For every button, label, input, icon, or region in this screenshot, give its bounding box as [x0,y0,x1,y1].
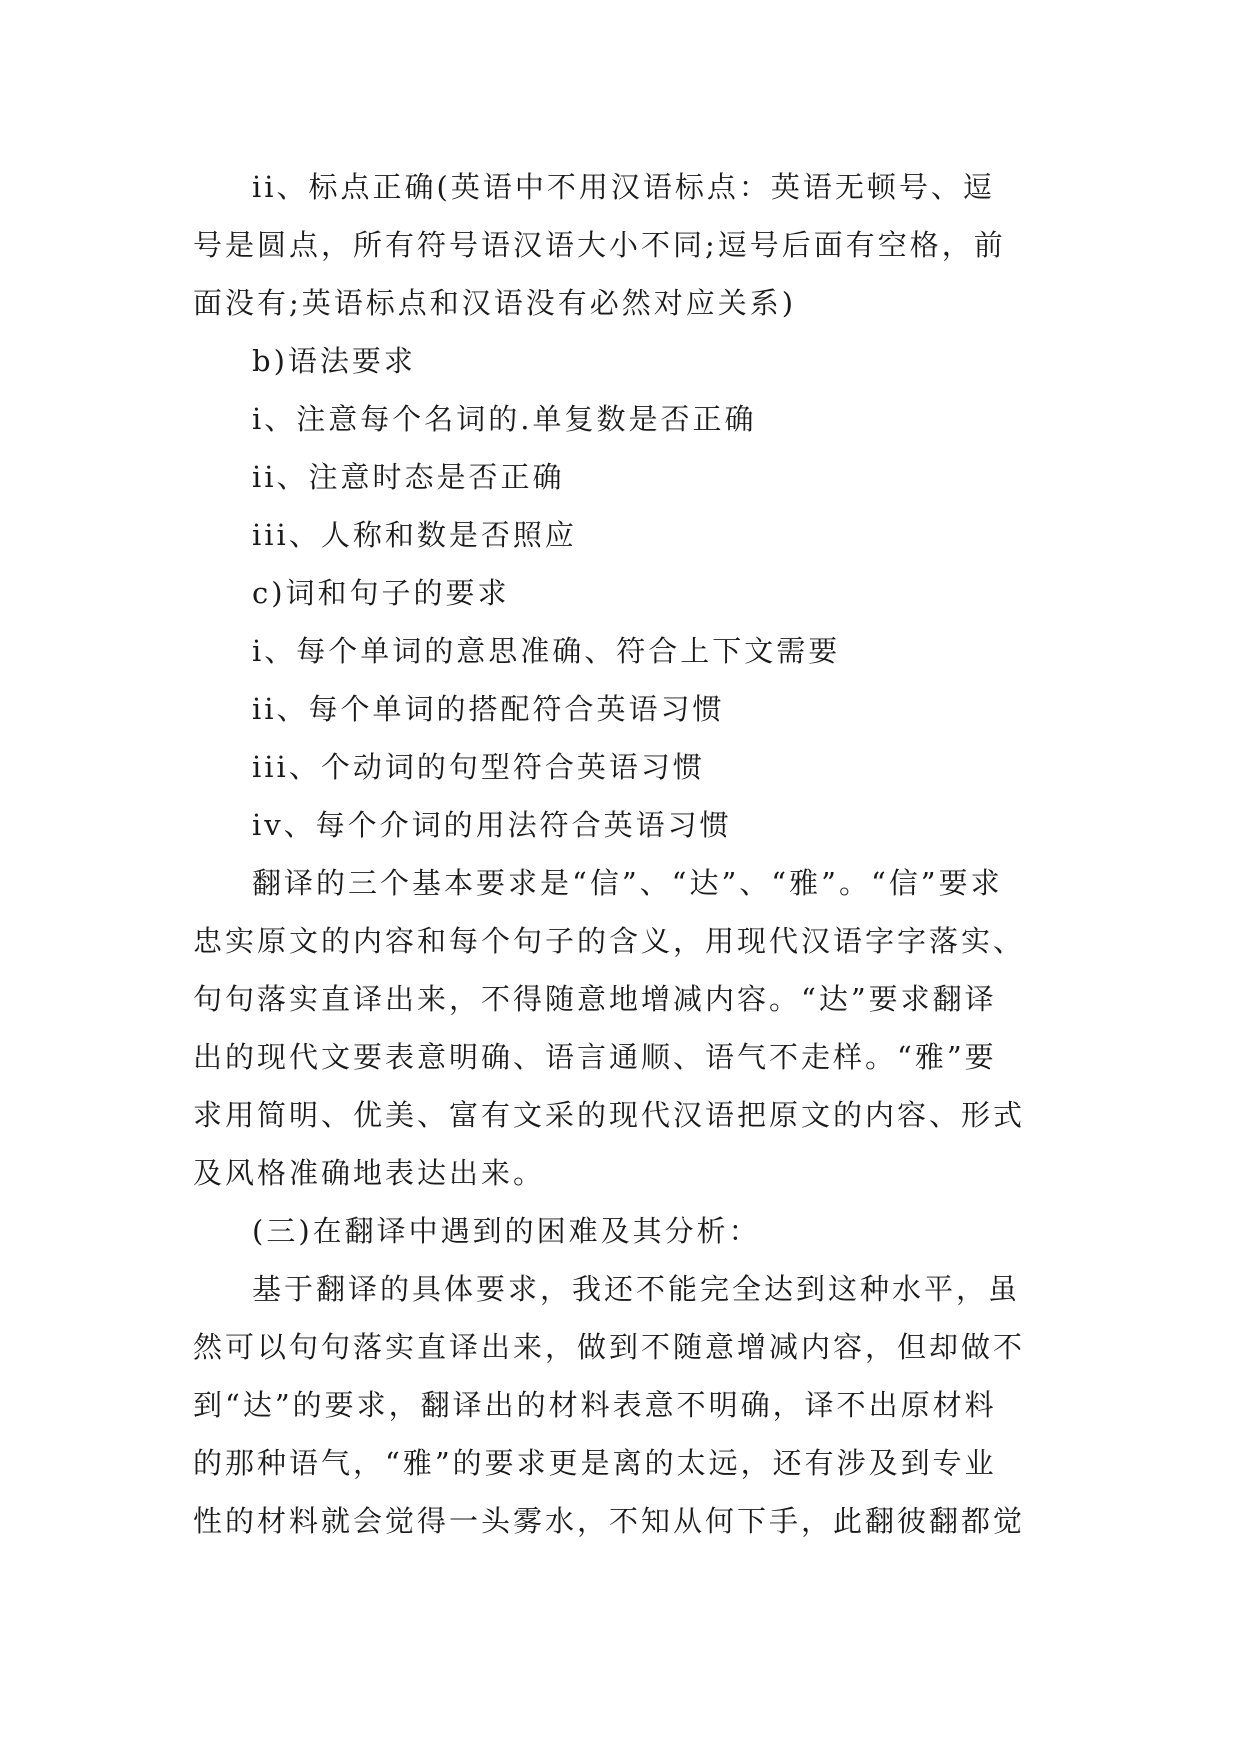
text-line: 及风格准确地表达出来。 [193,1156,546,1190]
text-line: 忠实原文的内容和每个句子的含义，用现代汉语字字落实、 [193,924,1026,958]
text-line: i、注意每个名词的.单复数是否正确 [252,402,757,436]
text-line: 然可以句句落实直译出来，做到不随意增减内容，但却做不 [193,1330,1026,1364]
text-line: c)词和句子的要求 [252,576,510,610]
text-line: 的那种语气，“雅”的要求更是离的太远，还有涉及到专业 [193,1446,997,1480]
text-line: i、每个单词的意思准确、符合上下文需要 [252,634,841,668]
text-line: 面没有;英语标点和汉语没有必然对应关系) [193,286,797,320]
text-line: 求用简明、优美、富有文采的现代汉语把原文的内容、形式 [193,1098,1026,1132]
text-line: iv、每个介词的用法符合英语习惯 [252,808,732,842]
text-line: 出的现代文要表意明确、语言通顺、语气不走样。“雅”要 [193,1040,997,1074]
text-line: iii、人称和数是否照应 [252,518,577,552]
section-heading: (三)在翻译中遇到的困难及其分析： [252,1214,761,1248]
text-line: b)语法要求 [252,344,416,378]
text-line: 句句落实直译出来，不得随意地增减内容。“达”要求翻译 [193,982,997,1016]
text-line: iii、个动词的句型符合英语习惯 [252,750,705,784]
text-line: 基于翻译的具体要求，我还不能完全达到这种水平，虽 [252,1272,1021,1306]
text-line: ii、标点正确(英语中不用汉语标点：英语无顿号、逗 [252,170,995,204]
text-line: 到“达”的要求，翻译出的材料表意不明确，译不出原材料 [193,1388,997,1422]
text-line: 性的材料就会觉得一头雾水，不知从何下手，此翻彼翻都觉 [193,1504,1026,1538]
text-line: 翻译的三个基本要求是“信”、“达”、“雅”。“信”要求 [252,866,1003,900]
text-line: 号是圆点，所有符号语汉语大小不同;逗号后面有空格，前 [193,228,1006,262]
text-line: ii、注意时态是否正确 [252,460,565,494]
text-line: ii、每个单词的搭配符合英语习惯 [252,692,725,726]
